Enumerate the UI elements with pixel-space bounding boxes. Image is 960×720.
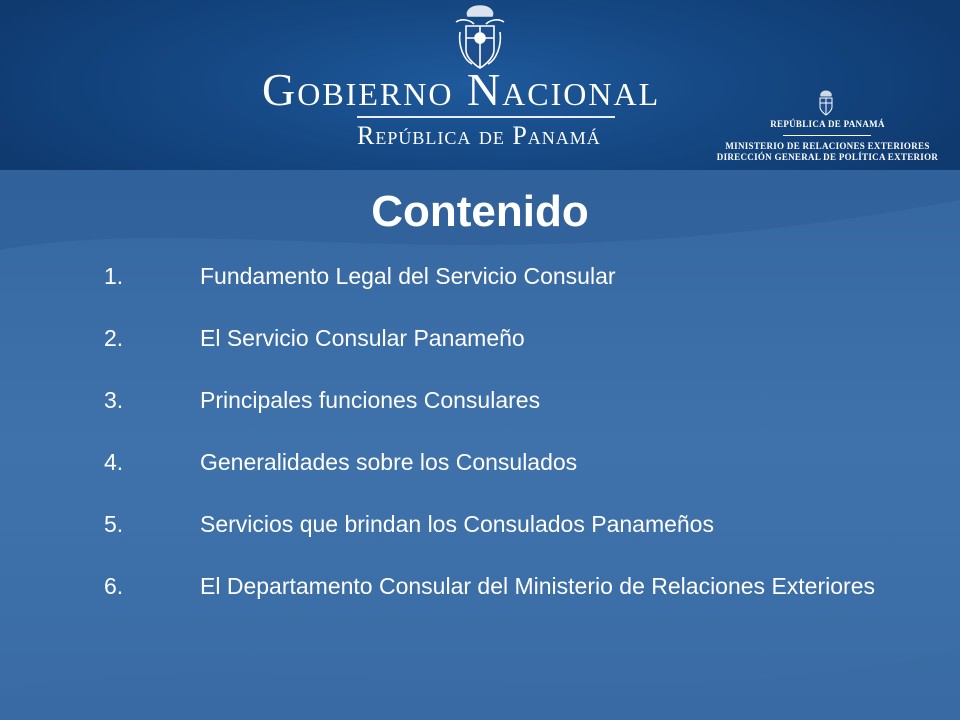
list-item-text: Fundamento Legal del Servicio Consular: [200, 263, 616, 289]
list-item: [104, 446, 944, 478]
ministry-crest-icon: [813, 89, 839, 117]
list-item-number: 2.: [104, 325, 124, 351]
ministry-name-label: MINISTERIO DE RELACIONES EXTERIORES: [725, 141, 930, 151]
list-item-text: Servicios que brindan los Consulados Panameños: [200, 511, 714, 537]
list-item-number: 1.: [104, 263, 124, 289]
list-item: [104, 570, 944, 602]
list-item: [104, 508, 944, 540]
ministry-divider: [783, 135, 871, 136]
title-divider: [357, 116, 615, 118]
slide-title: Contenido: [371, 187, 589, 236]
list-item-text: El Departamento Consular del Ministerio de Relaciones Exteriores: [200, 573, 875, 599]
list-item-text: Generalidades sobre los Consulados: [200, 449, 578, 475]
content-list: [104, 260, 944, 632]
list-item-text: Principales funciones Consulares: [200, 387, 541, 413]
list-item-number: 5.: [104, 511, 124, 537]
list-item: [104, 322, 944, 354]
government-subtitle: República de Panamá: [357, 121, 601, 150]
list-item-number: 6.: [104, 573, 124, 599]
ministry-country-label: REPÚBLICA DE PANAMÁ: [770, 119, 885, 129]
list-item-number: 3.: [104, 387, 124, 413]
ministry-department-label: DIRECCIÓN GENERAL DE POLÍTICA EXTERIOR: [716, 152, 939, 162]
list-item: [104, 384, 944, 416]
list-item-text: El Servicio Consular Panameño: [200, 325, 525, 351]
list-item: [104, 260, 944, 292]
list-item-number: 4.: [104, 449, 124, 475]
government-title: Gobierno Nacional: [262, 64, 661, 115]
